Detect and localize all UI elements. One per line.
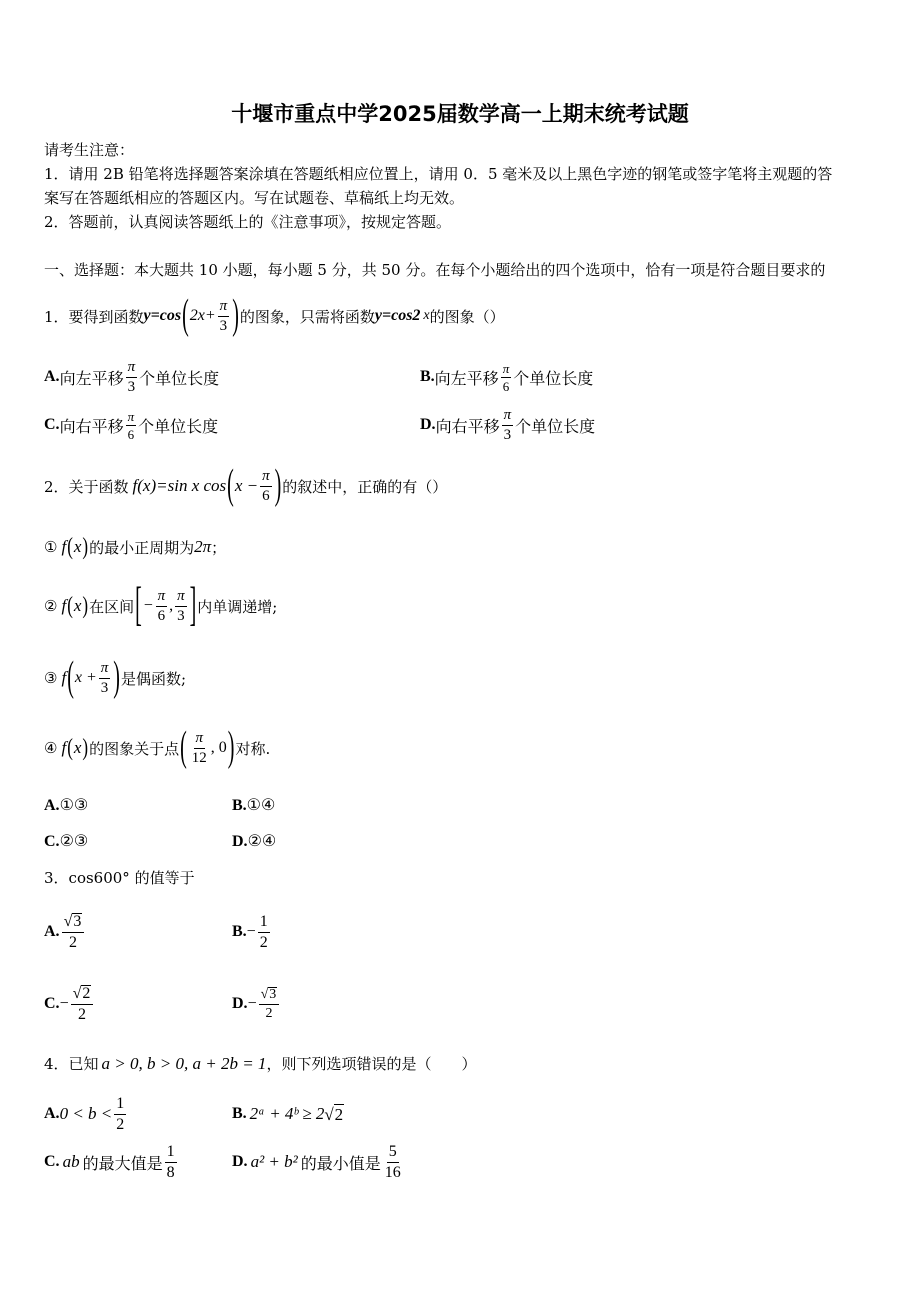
- q2-suffix: 的叙述中，正确的有（）: [282, 477, 448, 496]
- section-heading: 一、选择题：本大题共 10 小题，每小题 5 分，共 50 分。在每个小题给出的四个选项中，恰有一项是符合题目要求的: [44, 261, 826, 279]
- q1-option-b[interactable]: B. 向左平移 $\frac{\pi}{6}$ 个单位长度: [420, 360, 594, 394]
- q1-fraction: $\frac{\pi}{3}$: [219, 297, 228, 334]
- question-4: [44, 1053, 476, 1074]
- question-2: 2．关于函数 f(x)=sin x cos ( x − $\frac{\pi}{6}$ ) 的叙述中，正确的有（）: [44, 461, 448, 509]
- q4-prefix: 4．已知: [44, 1055, 99, 1073]
- q2-statement-1: ① f ( x ) 的最小正周期为 2π ；: [44, 533, 227, 560]
- q2-option-a[interactable]: A.①③: [44, 795, 89, 814]
- q4-option-b[interactable]: B. 2ᵃ + 4ᵇ ≥ 2 √ 2: [232, 1104, 344, 1124]
- q1-option-c[interactable]: C. 向右平移 $\frac{\pi}{6}$ 个单位长度: [44, 408, 219, 442]
- q1-func-target: y=cos: [143, 307, 182, 324]
- q3-option-c[interactable]: C. − √ 2 2: [44, 976, 95, 1032]
- q2-statement-2: ② f ( x ) 在区间 [ − $\frac{\pi}{6}$ , $\frac{\pi}{3}$ ] 内单调递增;: [44, 578, 278, 632]
- q1-mid: 的图象，只需将函数: [239, 307, 375, 326]
- q1-prefix: 1．要得到函数: [44, 307, 144, 326]
- question-1: 1．要得到函数 y=cos ( 2x+ $\frac{\pi}{3}$ ) 的图象，只需将函数 y=cos2 x 的图象（）: [44, 291, 505, 339]
- q3-option-a[interactable]: A. √ 3 2: [44, 904, 86, 960]
- q2-statement-3: ③ f ( x + $\frac{\pi}{3}$ ) 是偶函数;: [44, 653, 187, 701]
- q1-option-d[interactable]: D. 向右平移 $\frac{\pi}{3}$ 个单位长度: [420, 406, 596, 443]
- q2-option-c[interactable]: C.②③: [44, 831, 89, 850]
- q3-option-d[interactable]: D. − √ 3 2: [232, 976, 281, 1032]
- q1-func-src: y=cos2: [374, 307, 421, 324]
- q1-suffix: 的图象（）: [429, 307, 505, 326]
- q4-option-c[interactable]: C. ab 的最大值是 $\frac{1}{8}$: [44, 1142, 175, 1181]
- notice-heading: 请考生注意：: [44, 141, 135, 159]
- q4-cond: a > 0, b > 0, a + 2b = 1: [101, 1053, 267, 1073]
- page-title: 十堰市重点中学2025届数学高一上期末统考试题: [231, 102, 689, 126]
- q4-option-d[interactable]: D. a² + b² 的最小值是 $\frac{5}{16}$: [232, 1142, 401, 1181]
- q3-stem-num: 3．cos600°: [44, 869, 130, 887]
- question-3: [44, 867, 195, 888]
- notice-item-1: 1．请用 2B 铅笔将选择题答案涂填在答题纸相应位置上，请用 0．5 毫米及以上黑色字迹的钢笔或签字笔将主观题的答: [44, 165, 833, 183]
- q2-statement-4: ④ f ( x ) 的图象关于点 ( $\frac{\pi}{12}$ , 0 ) 对称.: [44, 723, 271, 771]
- q2-prefix: 2．关于函数: [44, 477, 129, 496]
- q4-option-a[interactable]: A. 0 < b < $\frac{1}{2}$: [44, 1094, 125, 1133]
- q1-option-a[interactable]: A. 向左平移 $\frac{\pi}{3}$ 个单位长度: [44, 358, 220, 395]
- notice-item-2: 2．答题前，认真阅读答题纸上的《注意事项》，按规定答题。: [44, 213, 452, 231]
- notice-item-1-cont: 案写在答题纸相应的答题区内。写在试题卷、草稿纸上均无效。: [44, 189, 465, 207]
- q1-inner: 2x+: [189, 307, 216, 324]
- q4-suffix: ，则下列选项错误的是（ ）: [266, 1055, 477, 1073]
- q2-option-d[interactable]: D.②④: [232, 831, 277, 850]
- q2-func: f(x)=sin x cos: [132, 476, 227, 495]
- q1-var: x: [423, 308, 430, 323]
- q2-option-b[interactable]: B.①④: [232, 795, 276, 814]
- q3-option-b[interactable]: B. − $\frac{1}{2}$: [232, 912, 268, 951]
- q3-stem-text: 的值等于: [134, 869, 195, 887]
